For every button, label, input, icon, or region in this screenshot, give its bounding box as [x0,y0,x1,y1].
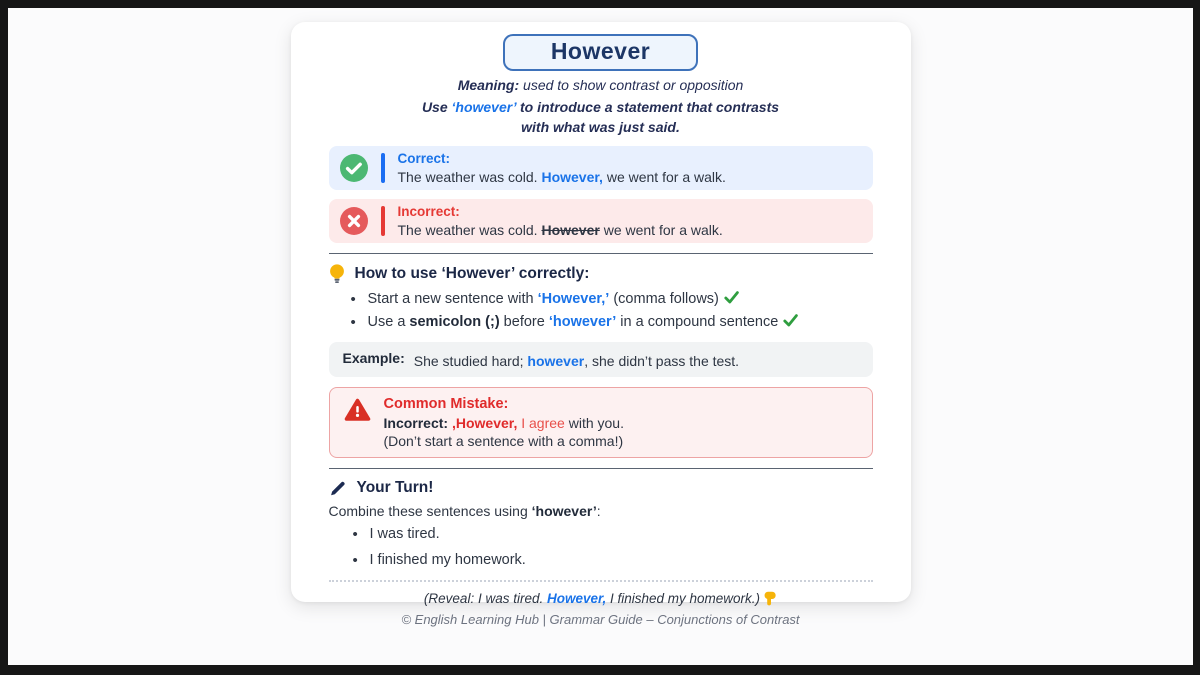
howto-bullet-2-mid: before [499,314,549,331]
mistake-red-text: I agree [521,414,565,431]
common-mistake-line [384,414,624,432]
reveal-word: However, [546,590,607,606]
example-label: Example: [342,349,405,366]
usage-word: ‘however’ [451,99,517,115]
title-row [329,34,873,71]
incorrect-sentence-word: However [541,221,600,238]
example-box [329,342,873,377]
correct-sentence-word: However, [541,168,603,185]
page-background [8,8,1193,665]
yourturn-bullet-1 [353,525,873,544]
howto-bullet-2-word: ‘however’ [548,314,617,331]
howto-bullet-1-pre: Start a new sentence with [367,291,538,308]
common-mistake-note: (Don’t start a sentence with a comma!) [383,432,624,449]
yourturn-heading-row [329,479,873,497]
pointing-down-hand-icon [763,591,777,606]
check-icon [724,291,739,304]
common-mistake-content [384,395,624,450]
common-mistake-box [329,387,873,458]
lightbulb-icon [329,264,345,284]
common-mistake-heading: Common Mistake: [383,395,509,412]
yourturn-prompt-post: : [596,503,601,520]
yourturn-prompt-pre: Combine these sentences using [328,503,532,520]
correct-sentence [398,168,726,186]
section-divider [329,253,873,254]
correct-example-box [329,146,873,190]
correct-sentence-pre: The weather was cold. [397,168,542,185]
usage-line2: with what was just said. [521,118,680,135]
mistake-rest: with you. [564,414,624,431]
mistake-incorrect-label: Incorrect: [383,414,452,431]
howto-bullet-1 [351,290,873,309]
dotted-divider [329,580,873,582]
howto-bullet-1-word: ‘However,’ [537,291,610,308]
howto-heading: How to use ‘However’ correctly: [354,265,590,283]
correct-sentence-post: we went for a walk. [602,168,726,185]
reveal-line [329,591,873,606]
page-footer: © English Learning Hub | Grammar Guide – Conjunctions of Contrast [401,612,800,627]
example-sentence-post: , she didn’t pass the test. [584,352,740,369]
meaning-label: Meaning: [457,77,520,93]
incorrect-sentence-post: we went for a walk. [599,221,723,238]
reveal-pre: (Reveal: I was tired. [423,590,547,606]
meaning-text: used to show contrast or opposition [519,77,744,93]
correct-label: Correct: [397,151,451,167]
yourturn-heading: Your Turn! [356,479,434,497]
yourturn-bullet-2 [353,551,873,570]
incorrect-example-box [329,199,873,243]
x-circle-icon [339,206,369,236]
yourturn-block [328,503,873,570]
usage-post: to introduce a statement that contrasts [516,99,780,115]
example-sentence-pre: She studied hard; [413,352,528,369]
pencil-icon [329,479,347,497]
example-sentence [414,353,739,369]
howto-heading-row [329,264,873,284]
incorrect-sentence [398,221,723,239]
incorrect-sentence-pre: The weather was cold. [397,221,542,238]
howto-bullet-2-pre: Use a [367,314,410,331]
yourturn-prompt-word: ‘however’ [531,503,597,520]
meaning-line [329,77,873,93]
check-icon [783,314,798,327]
usage-pre: Use [421,99,452,115]
correct-text [398,150,726,186]
mistake-red-bold: ,However, [451,414,522,431]
accent-bar-blue [381,153,385,183]
yourturn-prompt [329,503,873,519]
yourturn-sentence-2: I finished my homework. [369,551,526,568]
howto-bullet-2-bold: semicolon (;) [409,314,500,331]
howto-bullet-2-post: in a compound sentence [616,314,779,331]
check-circle-icon [339,153,369,183]
usage-note [329,98,873,137]
example-sentence-word: however [527,352,585,369]
accent-bar-red [381,206,385,236]
section-divider [329,468,873,469]
howto-bullet-2 [351,313,873,332]
incorrect-label: Incorrect: [397,204,460,220]
warning-triangle-icon [344,398,371,422]
yourturn-sentence-1: I was tired. [369,526,440,543]
page-title: However [503,34,698,71]
reveal-post: I finished my homework.) [606,590,761,606]
howto-bullet-1-post: (comma follows) [609,291,719,308]
incorrect-text [398,203,723,239]
howto-bullets [351,290,873,332]
grammar-card [291,22,911,606]
